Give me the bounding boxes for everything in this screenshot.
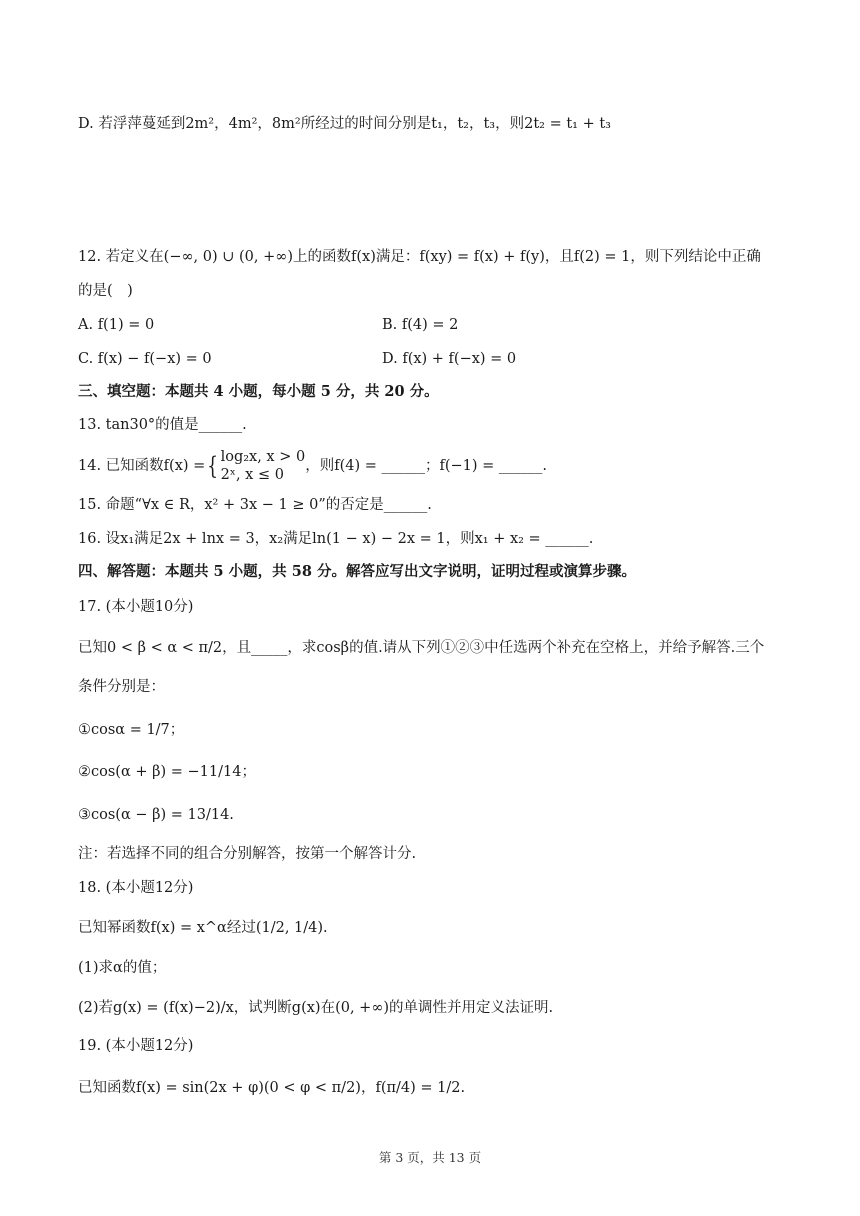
q12-option-b: B. f(4) = 2 <box>382 317 459 333</box>
q19-heading: 19. (本小题12分) <box>78 1038 194 1054</box>
q17-note: 注：若选择不同的组合分别解答，按第一个解答计分. <box>78 846 417 862</box>
q14-case2: 2ˣ, x ≤ 0 <box>220 467 284 483</box>
q16: 16. 设x₁满足2x + lnx = 3，x₂满足ln(1 − x) − 2x = 1，则x₁ + x₂ = ______. <box>78 531 594 547</box>
q19-line1: 已知函数f(x) = sin(2x + φ)(0 < φ < π/2)，f(π/4) = 1/2. <box>78 1080 466 1096</box>
q12-stem-line2: 的是( ) <box>78 283 133 299</box>
q13: 13. tan30°的值是______. <box>78 417 247 433</box>
section-4-heading: 四、解答题：本题共 5 小题，共 58 分。解答应写出文字说明，证明过程或演算步骤。 <box>78 563 636 580</box>
q14-brace: { <box>207 452 219 480</box>
q14-prefix: 14. 已知函数f(x) = <box>78 458 206 474</box>
q17-heading: 17. (本小题10分) <box>78 599 194 615</box>
q17-condition-3: ③cos(α − β) = 13/14. <box>78 807 234 823</box>
q18-line1: 已知幂函数f(x) = x^α经过(1/2, 1/4). <box>78 920 328 936</box>
q12-option-c: C. f(x) − f(−x) = 0 <box>78 351 212 367</box>
q15: 15. 命题“∀x ∈ R，x² + 3x − 1 ≥ 0”的否定是______. <box>78 497 432 513</box>
q17-line2: 条件分别是： <box>78 679 165 695</box>
q12-option-a: A. f(1) = 0 <box>78 317 155 333</box>
q17-condition-2: ②cos(α + β) = −11/14； <box>78 764 256 780</box>
q12-option-d: D. f(x) + f(−x) = 0 <box>382 351 517 367</box>
q17-line1: 已知0 < β < α < π/2，且_____，求cosβ的值.请从下列①②③中任选两个补充在空格上，并给予解答.三个 <box>78 640 765 656</box>
section-3-heading: 三、填空题：本题共 4 小题，每小题 5 分，共 20 分。 <box>78 383 439 400</box>
q14 <box>78 448 547 484</box>
q18-part2: (2)若g(x) = (f(x)−2)/x，试判断g(x)在(0, +∞)的单调性并用定义法证明. <box>78 1000 554 1016</box>
q12-stem-line1: 12. 若定义在(−∞, 0) ∪ (0, +∞)上的函数f(x)满足：f(xy) = f(x) + f(y)，且f(2) = 1，则下列结论中正确 <box>78 249 761 265</box>
page-footer: 第 3 页，共 13 页 <box>378 1150 482 1165</box>
q18-part1: (1)求α的值； <box>78 960 167 976</box>
q18-heading: 18. (本小题12分) <box>78 880 194 896</box>
q14-suffix: ，则f(4) = ______；f(−1) = ______. <box>305 458 548 474</box>
q17-condition-1: ①cosα = 1/7； <box>78 722 185 738</box>
q14-case1: log₂x, x > 0 <box>220 449 306 465</box>
q11-option-d: D. 若浮萍蔓延到2m²，4m²，8m²所经过的时间分别是t₁，t₂，t₃，则2t₂ = t₁ + t₃ <box>78 116 611 132</box>
q14-cases <box>221 448 306 484</box>
